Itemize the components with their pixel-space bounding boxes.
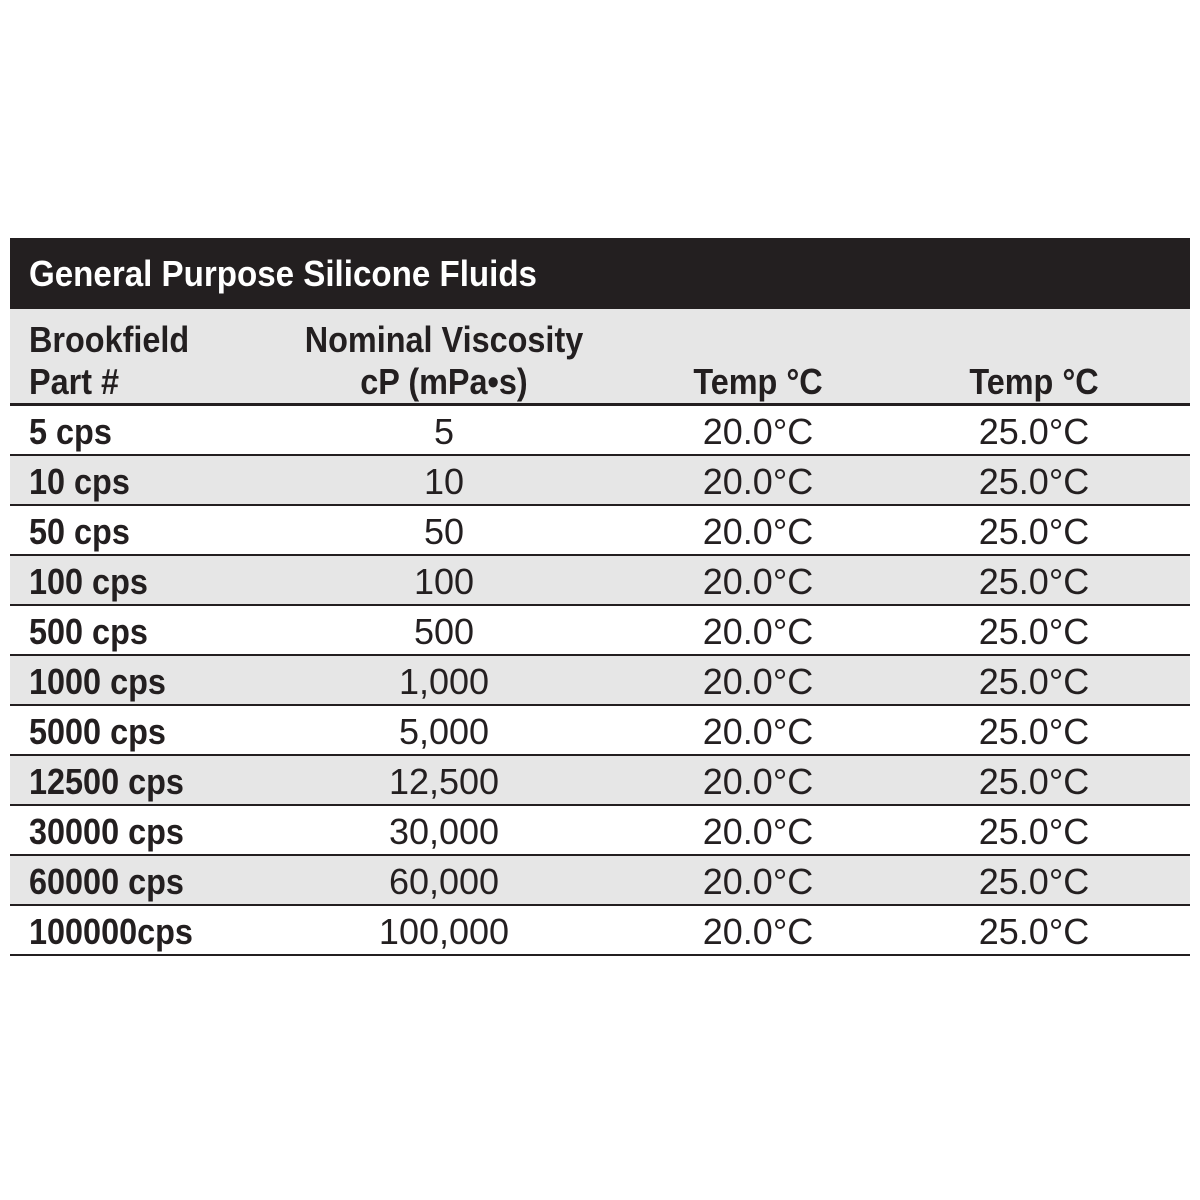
cell-viscosity-value: 10 [423,461,465,502]
cell-temp-20-value: 20.0°C [702,761,814,802]
table-title-bar [10,238,1190,309]
cell-part-number: 10 cps [29,461,130,502]
cell-temp-20-value: 20.0°C [702,411,814,452]
table-row [10,606,1190,656]
cell-viscosity-value: 1,000 [398,661,490,702]
table-row [10,906,1190,956]
cell-viscosity-value: 12,500 [388,761,500,802]
cell-temp-25-value: 25.0°C [978,461,1090,502]
cell-temp-25-value: 25.0°C [978,911,1090,952]
cell-temp-25-value: 25.0°C [978,661,1090,702]
header-temp-20-label: Temp °C [693,361,823,402]
table-row [10,406,1190,456]
header-viscosity-line2: cP (mPa•s) [360,361,528,402]
cell-temp-20-value: 20.0°C [702,611,814,652]
table-row [10,756,1190,806]
cell-viscosity-value: 60,000 [388,861,500,902]
cell-part-number: 1000 cps [29,661,166,702]
cell-part-number: 100000cps [29,911,193,952]
table-row [10,856,1190,906]
cell-part-number: 5 cps [29,411,112,452]
cell-temp-25-value: 25.0°C [978,561,1090,602]
cell-temp-25-value: 25.0°C [978,811,1090,852]
table-row [10,506,1190,556]
header-part-line1: Brookfield [29,319,190,360]
cell-temp-25-value: 25.0°C [978,611,1090,652]
cell-part-number: 50 cps [29,511,130,552]
cell-temp-20-value: 20.0°C [702,811,814,852]
cell-part-number: 500 cps [29,611,148,652]
cell-viscosity-value: 100,000 [378,911,510,952]
table-body [10,406,1190,956]
cell-temp-20-value: 20.0°C [702,861,814,902]
header-part-line2: Part # [29,361,120,402]
cell-part-number: 12500 cps [29,761,184,802]
cell-part-number: 30000 cps [29,811,184,852]
cell-temp-25-value: 25.0°C [978,511,1090,552]
cell-temp-20-value: 20.0°C [702,511,814,552]
cell-viscosity-value: 50 [423,511,465,552]
cell-part-number: 5000 cps [29,711,166,752]
header-viscosity-line1: Nominal Viscosity [304,319,584,360]
cell-temp-25-value: 25.0°C [978,861,1090,902]
cell-part-number: 100 cps [29,561,148,602]
cell-temp-25-value: 25.0°C [978,411,1090,452]
header-part-number [29,319,189,403]
cell-temp-20-value: 20.0°C [702,561,814,602]
table-row [10,456,1190,506]
cell-part-number: 60000 cps [29,861,184,902]
cell-temp-20-value: 20.0°C [702,461,814,502]
table-row [10,806,1190,856]
cell-viscosity-value: 100 [413,561,475,602]
cell-viscosity-value: 30,000 [388,811,500,852]
cell-temp-20-value: 20.0°C [702,661,814,702]
cell-temp-25-value: 25.0°C [978,761,1090,802]
table-row [10,656,1190,706]
table-header-row [10,309,1190,406]
cell-temp-25-value: 25.0°C [978,711,1090,752]
silicone-fluids-table [10,238,1190,956]
cell-temp-20-value: 20.0°C [702,911,814,952]
cell-temp-20-value: 20.0°C [702,711,814,752]
cell-viscosity-value: 5,000 [398,711,490,752]
table-row [10,556,1190,606]
table-row [10,706,1190,756]
header-temp-25-label: Temp °C [969,361,1099,402]
cell-viscosity-value: 500 [413,611,475,652]
cell-viscosity-value: 5 [433,411,455,452]
table-title: General Purpose Silicone Fluids [29,252,537,294]
